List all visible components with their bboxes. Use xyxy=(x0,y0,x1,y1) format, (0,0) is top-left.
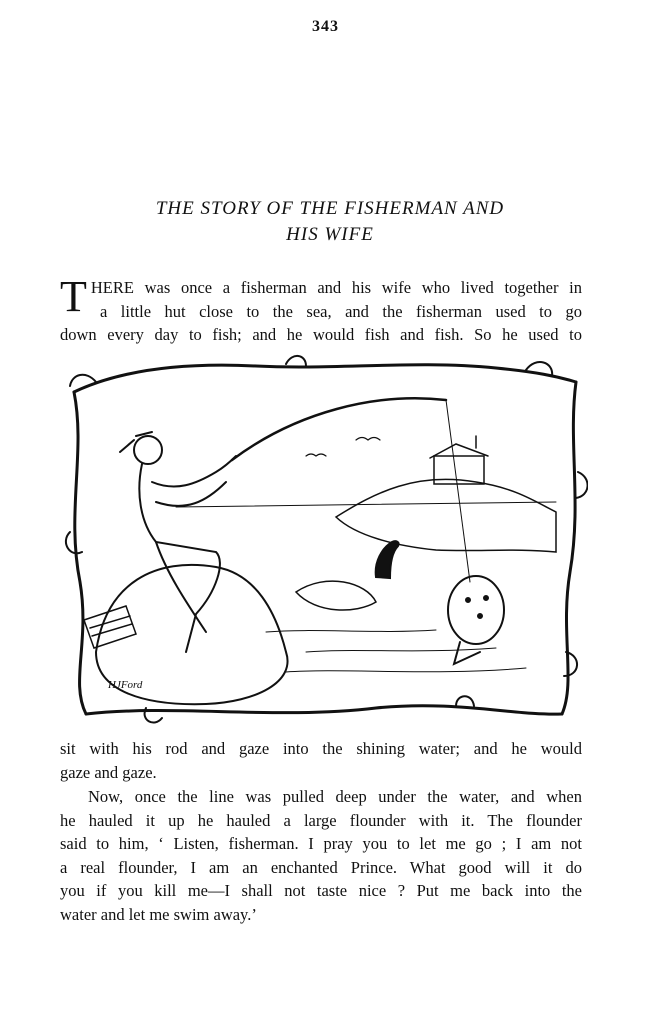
paragraph-3 xyxy=(60,785,582,926)
fishing-rod-icon xyxy=(232,398,470,582)
paragraph-3-line-3: said to him, ‘ Listen, fisherman. I pray you to let me go ; I am not xyxy=(60,834,582,853)
title-line-1: THE STORY OF THE FISHERMAN AND xyxy=(155,198,505,219)
flounder-fish-icon xyxy=(448,576,504,664)
fisherman-figure-icon xyxy=(120,432,236,652)
paragraph-3-line-4: a real flounder, I am an enchanted Prince. What good will it do xyxy=(60,857,582,877)
paragraph-3-line-1: Now, once the line was pulled deep under the water, and when xyxy=(88,787,582,806)
story-title xyxy=(60,196,600,248)
seagull-icon xyxy=(306,438,380,457)
paragraph-3-line-5: you if you kill me—I shall not taste nice ? Put me back into the xyxy=(60,881,582,900)
page-number: 343 xyxy=(312,18,339,35)
paragraph-3-line-6: water and let me swim away.’ xyxy=(60,904,257,924)
paragraph-3-line-2: he hauled it up he hauled a large flounder with it. The flounder xyxy=(60,810,582,830)
cormorant-bird-icon xyxy=(376,541,399,578)
illustrator-signature: HJFord xyxy=(108,679,143,691)
paragraph-2-line-2: gaze and gaze. xyxy=(60,762,157,782)
paragraph-1-line-2: a little hut close to the sea, and the fisherman used to go xyxy=(100,301,582,321)
fisherman-illustration xyxy=(56,352,588,724)
paragraph-1-line-1: HERE was once a fisherman and his wife who lived together in xyxy=(90,278,582,297)
drop-cap: T xyxy=(60,272,87,321)
paragraph-2 xyxy=(60,737,582,784)
fish-basket-icon xyxy=(84,606,136,648)
title-line-2: HIS WIFE xyxy=(286,224,374,245)
paragraph-1 xyxy=(60,272,582,347)
paragraph-2-line-1: sit with his rod and gaze into the shining water; and he would xyxy=(60,739,582,758)
hut-on-cliff-icon xyxy=(336,436,556,552)
paragraph-1-line-3: down every day to fish; and he would fish and fish. So he used to xyxy=(60,325,582,344)
